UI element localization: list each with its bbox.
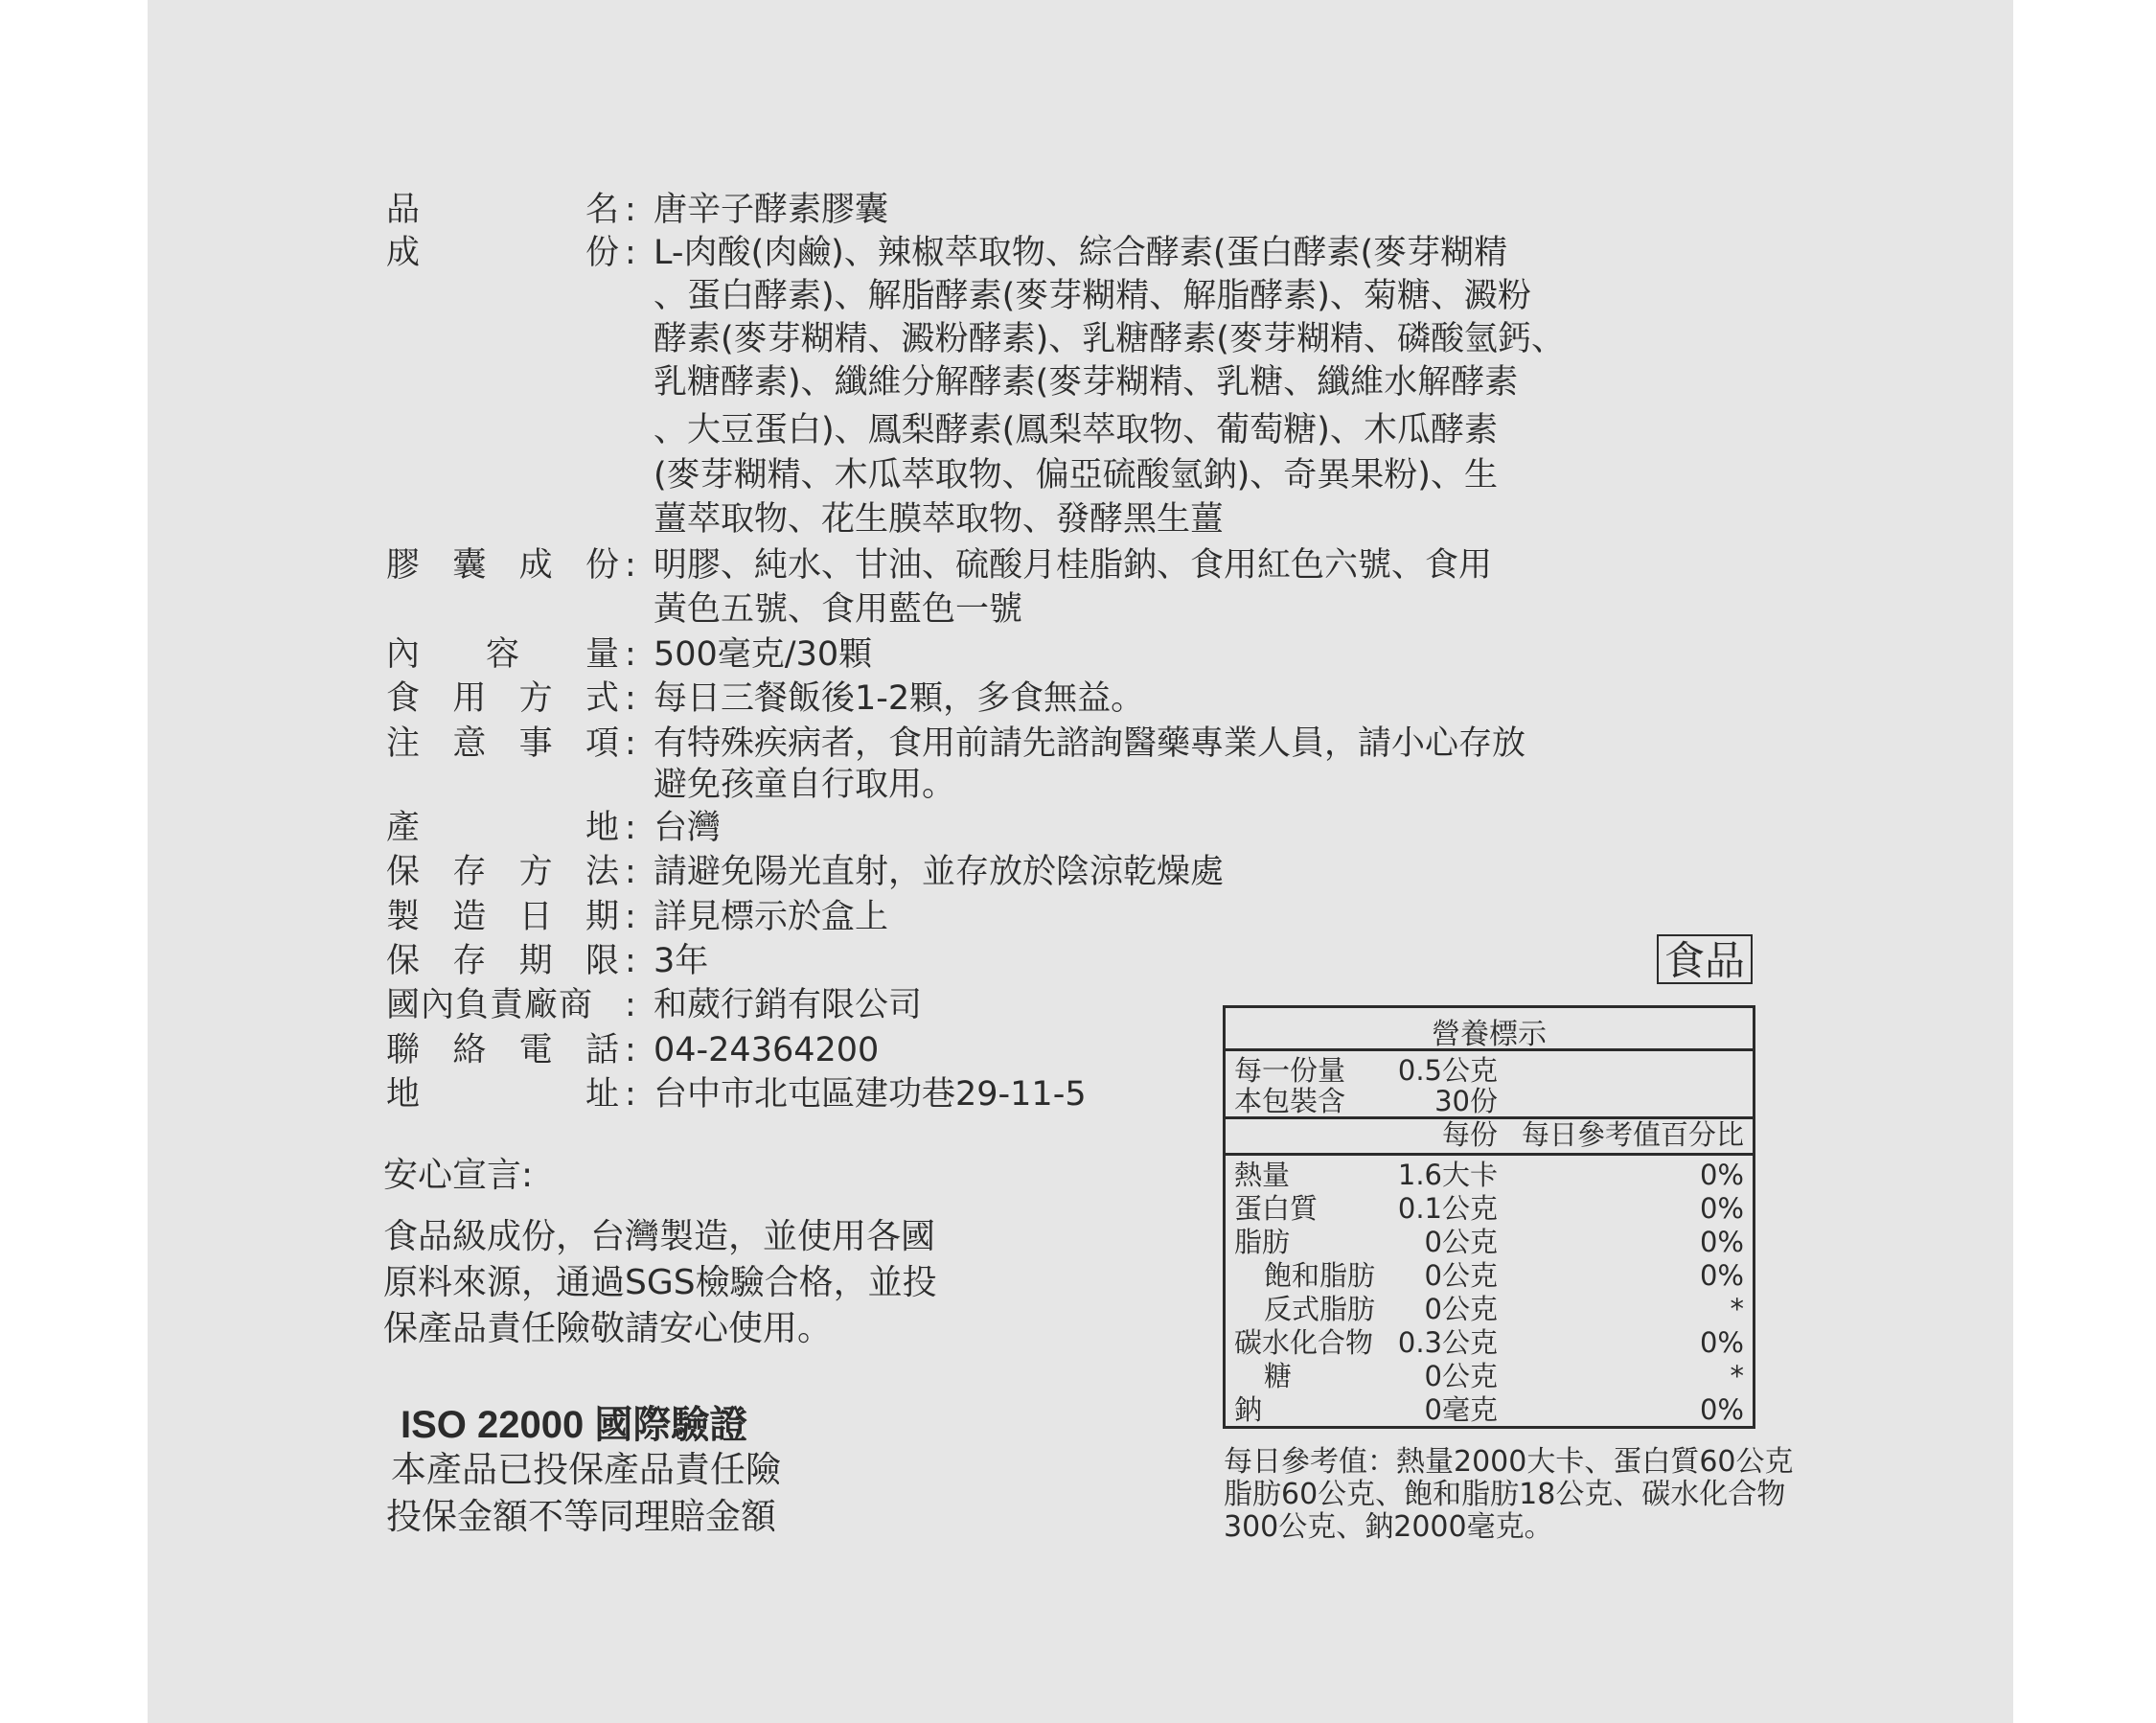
spec-label: 內 容 量 — [386, 635, 619, 674]
nutrient-name: 脂肪 — [1234, 1226, 1291, 1258]
count-value: 30份 — [1434, 1085, 1498, 1117]
nutrient-pct: 0% — [1699, 1226, 1744, 1258]
caution-line: 有特殊疾病者，食用前請先諮詢醫藥專業人員，請小心存放 — [654, 724, 1526, 763]
mfg-value: 詳見標示於盒上 — [654, 898, 889, 936]
serving-label: 每一份量 — [1234, 1054, 1346, 1087]
spec-label: 注 意 事 項 — [386, 724, 619, 763]
spec-label: 製 造 日 期 — [386, 898, 619, 936]
vendor-value: 和葳行銷有限公司 — [654, 986, 923, 1024]
nutrient-pct: 0% — [1699, 1192, 1744, 1225]
capsule-line: 黃色五號、食用藍色一號 — [654, 590, 1023, 629]
origin-value: 台灣 — [654, 809, 722, 847]
spec-label: 聯 絡 電 話 — [386, 1031, 619, 1069]
column-header-per-serving: 每份 — [1441, 1118, 1498, 1151]
ingredients-line: L-肉酸(肉鹼)、辣椒萃取物、綜合酵素(蛋白酵素(麥芽糊精 — [654, 234, 1508, 272]
storage-value: 請避免陽光直射，並存放於陰涼乾燥處 — [654, 853, 1225, 891]
daily-ref-line: 脂肪60公克、飽和脂肪18公克、碳水化合物 — [1224, 1478, 1786, 1511]
nutrient-value: 0毫克 — [1424, 1393, 1498, 1426]
nutrient-name: 碳水化合物 — [1234, 1326, 1374, 1359]
spec-label: 地 址 — [386, 1075, 619, 1114]
nutrient-name: 熱量 — [1234, 1159, 1291, 1191]
daily-ref-line: 每日參考值：熱量2000大卡、蛋白質60公克 — [1224, 1445, 1794, 1479]
nutrient-value: 0公克 — [1424, 1226, 1498, 1258]
nutrient-name: 飽和脂肪 — [1264, 1259, 1376, 1292]
ingredients-line: 薑萃取物、花生膜萃取物、發酵黑生薑 — [654, 500, 1225, 539]
daily-reference-note — [1224, 1446, 1794, 1544]
nutrient-value: 0.3公克 — [1397, 1326, 1498, 1359]
nutrition-title: 營養標示 — [1432, 1018, 1547, 1051]
nutrient-name: 蛋白質 — [1234, 1192, 1319, 1225]
spec-label: 成 份 — [386, 234, 619, 272]
shelf-value: 3年 — [654, 942, 709, 980]
safety-declaration — [383, 1153, 937, 1352]
ingredients-line: 、大豆蛋白)、鳳梨酵素(鳳梨萃取物、葡萄糖)、木瓜酵素 — [654, 411, 1498, 449]
nutrient-pct: 0% — [1699, 1326, 1744, 1359]
spec-label: 保 存 方 法 — [386, 853, 619, 891]
nutrient-value: 1.6大卡 — [1397, 1159, 1498, 1191]
insurance-line: 投保金額不等同理賠金額 — [386, 1496, 776, 1537]
nutrient-name: 糖 — [1264, 1360, 1293, 1392]
nutrition-table — [1223, 1005, 1755, 1429]
serving-value: 0.5公克 — [1397, 1054, 1498, 1087]
iso-title: ISO 22000 國際驗證 — [401, 1404, 748, 1446]
nutrient-pct: 0% — [1699, 1159, 1744, 1191]
nutrient-pct: 0% — [1699, 1393, 1744, 1426]
insurance-line: 本產品已投保產品責任險 — [391, 1449, 781, 1490]
address-value: 台中市北屯區建功巷29-11-5 — [654, 1075, 1087, 1114]
safety-line: 原料來源，通過SGS檢驗合格，並投 — [383, 1263, 937, 1302]
safety-line: 食品級成份，台灣製造，並使用各國 — [383, 1217, 936, 1256]
spec-label: 保 存 期 限 — [386, 942, 619, 980]
ingredients-line: 酵素(麥芽糊精、澱粉酵素)、乳糖酵素(麥芽糊精、磷酸氫鈣、 — [654, 320, 1565, 358]
capsule-line: 明膠、純水、甘油、硫酸月桂脂鈉、食用紅色六號、食用 — [654, 546, 1493, 585]
spec-label: 食 用 方 式 — [386, 679, 619, 718]
spec-label: 國內負責廠商 — [386, 986, 594, 1024]
safety-line: 保產品責任險敬請安心使用。 — [383, 1309, 833, 1348]
food-badge: 食品 — [1657, 934, 1753, 984]
spec-label: 產 地 — [386, 809, 619, 847]
ingredients-line: (麥芽糊精、木瓜萃取物、偏亞硫酸氫鈉)、奇異果粉)、生 — [654, 456, 1498, 494]
spec-label: 膠 囊 成 份 — [386, 546, 619, 585]
usage-value: 每日三餐飯後1-2顆，多食無益。 — [654, 679, 1145, 718]
nutrient-pct: * — [1730, 1293, 1744, 1325]
spec-label: 品 名 — [386, 191, 619, 229]
nutrient-value: 0公克 — [1424, 1293, 1498, 1325]
nutrient-name: 反式脂肪 — [1264, 1293, 1376, 1325]
content-value: 500毫克/30顆 — [654, 635, 873, 674]
nutrient-name: 鈉 — [1234, 1393, 1263, 1426]
nutrient-pct: * — [1730, 1360, 1744, 1392]
column-header-daily-pct: 每日參考值百分比 — [1521, 1118, 1744, 1151]
ingredients-line: 乳糖酵素)、纖維分解酵素(麥芽糊精、乳糖、纖維水解酵素 — [654, 363, 1519, 402]
count-label: 本包裝含 — [1234, 1085, 1346, 1117]
daily-ref-line: 300公克、鈉2000毫克。 — [1224, 1510, 1553, 1544]
nutrient-value: 0.1公克 — [1397, 1192, 1498, 1225]
nutrient-value: 0公克 — [1424, 1259, 1498, 1292]
ingredients-line: 、蛋白酵素)、解脂酵素(麥芽糊精、解脂酵素)、菊糖、澱粉 — [654, 277, 1531, 315]
nutrient-value: 0公克 — [1424, 1360, 1498, 1392]
product-name: 唐辛子酵素膠囊 — [654, 191, 889, 229]
caution-line: 避免孩童自行取用。 — [654, 766, 956, 804]
phone-value: 04-24364200 — [654, 1031, 880, 1069]
nutrient-pct: 0% — [1699, 1259, 1744, 1292]
safety-title: 安心宣言: — [383, 1156, 534, 1195]
